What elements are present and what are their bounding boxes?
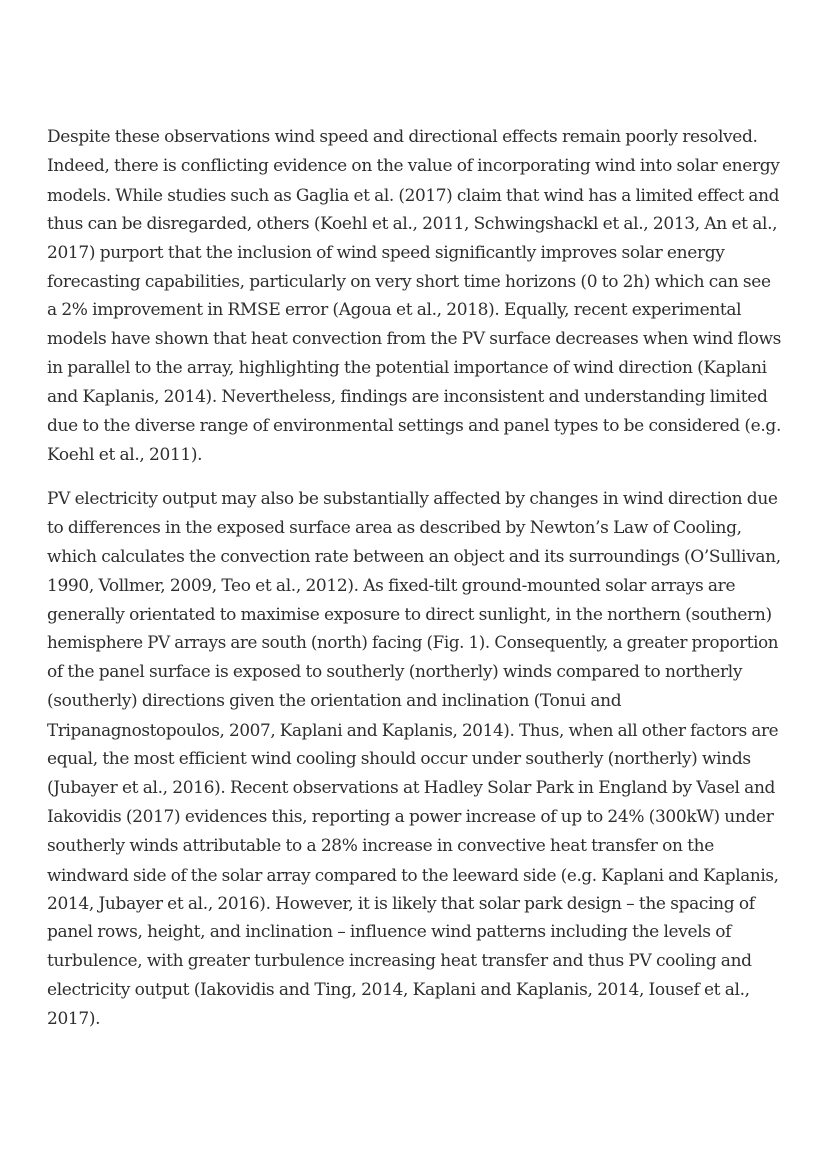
text-line: forecasting capabilities, particularly on very short time horizons (0 to 2h) which can see	[47, 271, 771, 292]
text-line: 2014, Jubayer et al., 2016). However, it is likely that solar park design – the spacing of	[47, 893, 755, 914]
text-line: Indeed, there is conflicting evidence on the value of incorporating wind into solar energy	[47, 155, 780, 176]
text-line: and Kaplanis, 2014). Nevertheless, findings are inconsistent and understanding limited	[47, 387, 768, 408]
text-line: electricity output (Iakovidis and Ting, 2014, Kaplani and Kaplanis, 2014, Iousef et al.,	[47, 980, 750, 1001]
text-line: generally orientated to maximise exposure to direct sunlight, in the northern (southern)	[47, 604, 772, 625]
text-line: panel rows, height, and inclination – influence wind patterns including the levels of	[47, 922, 732, 943]
paragraph-wind-direction	[47, 485, 782, 1034]
text-line: to differences in the exposed surface area as described by Newton’s Law of Cooling,	[47, 517, 742, 538]
text-line: Despite these observations wind speed and directional effects remain poorly resolved.	[47, 127, 758, 147]
text-line: turbulence, with greater turbulence increasing heat transfer and thus PV cooling and	[47, 951, 752, 972]
text-line: due to the diverse range of environmental settings and panel types to be considered (e.g.	[47, 416, 782, 437]
text-line: Iakovidis (2017) evidences this, reporting a power increase of up to 24% (300kW) under	[47, 806, 774, 827]
text-line: Tripanagnostopoulos, 2007, Kaplani and Kaplanis, 2014). Thus, when all other factors are	[47, 720, 779, 741]
text-line: thus can be disregarded, others (Koehl et al., 2011, Schwingshackl et al., 2013, An et al.,	[47, 213, 778, 234]
text-line: equal, the most efficient wind cooling should occur under southerly (northerly) winds	[47, 749, 751, 770]
text-line: windward side of the solar array compared to the leeward side (e.g. Kaplani and Kaplanis,	[47, 864, 779, 885]
article-body	[47, 123, 782, 1049]
text-line: southerly winds attributable to a 28% increase in convective heat transfer on the	[47, 835, 714, 856]
text-line: 1990, Vollmer, 2009, Teo et al., 2012). As fixed-tilt ground-mounted solar arrays are	[47, 575, 736, 596]
text-line: 2017).	[47, 1009, 101, 1030]
text-line: Koehl et al., 2011).	[47, 444, 203, 465]
text-line: of the panel surface is exposed to southerly (northerly) winds compared to northerly	[47, 662, 743, 683]
text-line: models. While studies such as Gaglia et al. (2017) claim that wind has a limited effect and	[47, 184, 780, 205]
text-line: which calculates the convection rate between an object and its surroundings (O’Sullivan,	[47, 546, 781, 567]
text-line: (Jubayer et al., 2016). Recent observations at Hadley Solar Park in England by Vasel and	[47, 777, 776, 798]
text-line: a 2% improvement in RMSE error (Agoua et al., 2018). Equally, recent experimental	[47, 300, 742, 321]
paragraph-wind-effects	[47, 123, 782, 470]
text-line: hemisphere PV arrays are south (north) facing (Fig. 1). Consequently, a greater proportion	[47, 633, 779, 653]
text-line: models have shown that heat convection from the PV surface decreases when wind flows	[47, 329, 782, 350]
text-line: in parallel to the array, highlighting the potential importance of wind direction (Kaplani	[47, 358, 767, 379]
text-line: 2017) purport that the inclusion of wind speed significantly improves solar energy	[47, 242, 725, 263]
text-line: PV electricity output may also be substantially affected by changes in wind direction due	[47, 488, 778, 509]
text-line: (southerly) directions given the orientation and inclination (Tonui and	[47, 691, 622, 712]
